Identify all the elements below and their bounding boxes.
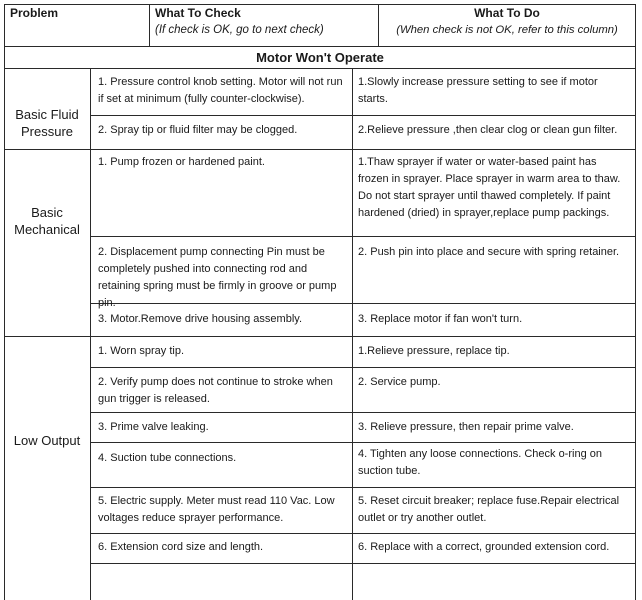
check-cell: 2. Spray tip or fluid filter may be clogged. bbox=[98, 124, 298, 136]
header-problem: Problem bbox=[10, 6, 59, 20]
todo-cell: 1.Thaw sprayer if water or water-based paint has frozen in sprayer. Place sprayer in warm area to thaw. Do not start sprayer until thawed completely. If paint hardened (dried) in sprayer,replace pump packings. bbox=[358, 156, 621, 219]
todo-cell: 2.Relieve pressure ,then clear clog or clean gun filter. bbox=[358, 124, 618, 136]
category-basic-mechanical: Basic Mechanical bbox=[14, 205, 80, 237]
check-cell: 1. Pump frozen or hardened paint. bbox=[98, 156, 265, 168]
group-divider bbox=[4, 336, 636, 337]
row-divider bbox=[90, 367, 636, 368]
category-low-output: Low Output bbox=[13, 433, 81, 448]
section-title: Motor Won't Operate bbox=[256, 50, 384, 65]
check-cell: 1. Pressure control knob setting. Motor will not run if set at minimum (fully counter-clockwise). bbox=[98, 76, 343, 105]
row-divider bbox=[90, 236, 636, 237]
todo-cell: 5. Reset circuit breaker; replace fuse.Repair electrical outlet or try another outlet. bbox=[358, 495, 620, 524]
todo-cell: 4. Tighten any loose connections. Check o-ring on suction tube. bbox=[358, 448, 602, 477]
header-what-to-do: What To Do bbox=[474, 6, 540, 20]
header-check-subtitle: (If check is OK, go to next check) bbox=[155, 24, 324, 36]
check-cell: 3. Prime valve leaking. bbox=[98, 421, 209, 433]
header-what-to-check: What To Check bbox=[155, 6, 241, 20]
header-todo-subtitle: (When check is not OK, refer to this column) bbox=[396, 24, 618, 36]
todo-cell: 2. Push pin into place and secure with spring retainer. bbox=[358, 246, 620, 258]
check-cell: 2. Verify pump does not continue to stroke when gun trigger is released. bbox=[98, 376, 333, 405]
check-col-divider bbox=[352, 68, 353, 600]
table-right-border bbox=[635, 4, 636, 600]
row-divider bbox=[90, 115, 636, 116]
check-cell: 1. Worn spray tip. bbox=[98, 345, 184, 357]
header-col-divider bbox=[149, 4, 150, 46]
todo-cell: 2. Service pump. bbox=[358, 376, 441, 388]
todo-cell: 1.Slowly increase pressure setting to see if motor starts. bbox=[358, 76, 598, 105]
check-cell: 3. Motor.Remove drive housing assembly. bbox=[98, 313, 302, 325]
todo-cell: 1.Relieve pressure, replace tip. bbox=[358, 345, 510, 357]
check-cell: 5. Electric supply. Meter must read 110 Vac. Low voltages reduce sprayer performance. bbox=[98, 495, 335, 524]
row-divider bbox=[90, 533, 636, 534]
section-divider bbox=[4, 68, 636, 69]
check-cell: 2. Displacement pump connecting Pin must be completely pushed into connecting rod and retaining spring must be firmly in groove or pump pin. bbox=[98, 246, 337, 309]
troubleshooting-table bbox=[4, 0, 636, 600]
todo-cell: 3. Relieve pressure, then repair prime valve. bbox=[358, 421, 574, 433]
row-divider bbox=[90, 442, 636, 443]
category-basic-fluid-pressure: Basic Fluid Pressure bbox=[15, 107, 79, 139]
header-divider bbox=[4, 46, 636, 47]
check-cell: 6. Extension cord size and length. bbox=[98, 541, 264, 553]
todo-cell: 6. Replace with a correct, grounded extension cord. bbox=[358, 541, 610, 553]
table-top-border bbox=[4, 4, 636, 5]
todo-cell: 3. Replace motor if fan won't turn. bbox=[358, 313, 523, 325]
row-divider bbox=[90, 487, 636, 488]
row-divider bbox=[90, 563, 636, 564]
check-cell: 4. Suction tube connections. bbox=[98, 452, 237, 464]
group-divider bbox=[4, 149, 636, 150]
category-col-divider bbox=[90, 68, 91, 600]
table-left-border bbox=[4, 4, 5, 600]
row-divider bbox=[90, 412, 636, 413]
